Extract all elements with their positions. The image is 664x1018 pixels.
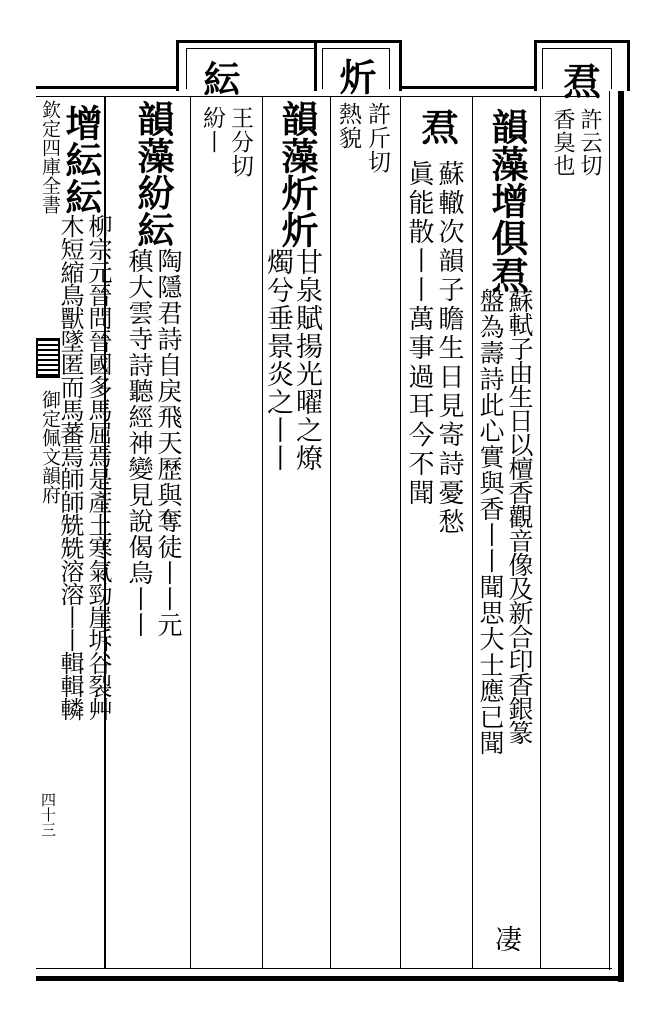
frame-right-border	[618, 40, 624, 982]
column-rule	[330, 96, 331, 968]
entry-definition: 熱貌	[335, 102, 361, 150]
citation-line: 凄	[490, 925, 521, 953]
page-number: 四十三	[39, 792, 57, 837]
citation-line: 燭兮垂景炎之丨丨	[262, 248, 293, 472]
entry-heading: 焄	[557, 62, 601, 99]
citation-line: 甘泉賦揚光曜之燎	[291, 248, 322, 472]
column-rule	[400, 96, 401, 968]
book-title: 御定佩文韻府	[39, 390, 61, 504]
entry-heading: 炘	[333, 58, 377, 95]
entry-pronunciation: 許云切	[577, 108, 602, 177]
citation-line: 稹大雲寺詩聽經神變見說偈烏丨丨	[125, 248, 154, 638]
citation-line: 木短縮鳥獸墜匿而馬蕃焉師師兟兟溶溶丨丨輯輯轔	[56, 214, 84, 720]
citation-line: 盤為壽詩此心實與香丨丨聞思大士應已聞	[476, 288, 505, 756]
phrase-heading: 焄	[415, 108, 459, 145]
citation-line: 蘇轍次韻子瞻生日見寄詩憂愁	[434, 160, 464, 537]
citation-line: 陶隱君詩自戾飛天歷與奪徒丨丨元	[154, 248, 183, 638]
frame-right-inner-border	[609, 48, 610, 970]
phrase-heading: 韻藻增俱焄	[485, 108, 529, 293]
phrase-heading: 韻藻炘炘	[275, 100, 319, 248]
frame-top-inner-border	[36, 96, 596, 97]
frame-bottom-inner-border	[36, 968, 612, 969]
citation-line: 蘇軾子由生日以檀香觀音像及新合印香銀篆	[505, 288, 534, 744]
collection-title: 欽定四庫全書	[39, 100, 61, 214]
column-rule	[540, 96, 541, 968]
entry-pronunciation: 王分切	[227, 106, 253, 178]
phrase-heading: 增紜紜	[59, 104, 103, 215]
entry-heading: 紜	[197, 60, 241, 97]
frame-bottom-border	[36, 976, 624, 981]
column-rule	[262, 96, 263, 968]
entry-definition: 香臭也	[550, 108, 575, 177]
citation-line: 柳宗元晉問晉國多馬屈焉是產土寒氣勁崖坼谷裂艸	[84, 214, 112, 720]
column-rule	[190, 96, 191, 968]
column-rule	[472, 96, 473, 968]
citation-line: 眞能散丨丨萬事過耳今不聞	[404, 160, 434, 508]
entry-pronunciation: 許斤切	[364, 102, 390, 174]
phrase-heading: 韻藻紛紜	[131, 100, 175, 248]
entry-definition: 紛丨	[199, 106, 225, 154]
